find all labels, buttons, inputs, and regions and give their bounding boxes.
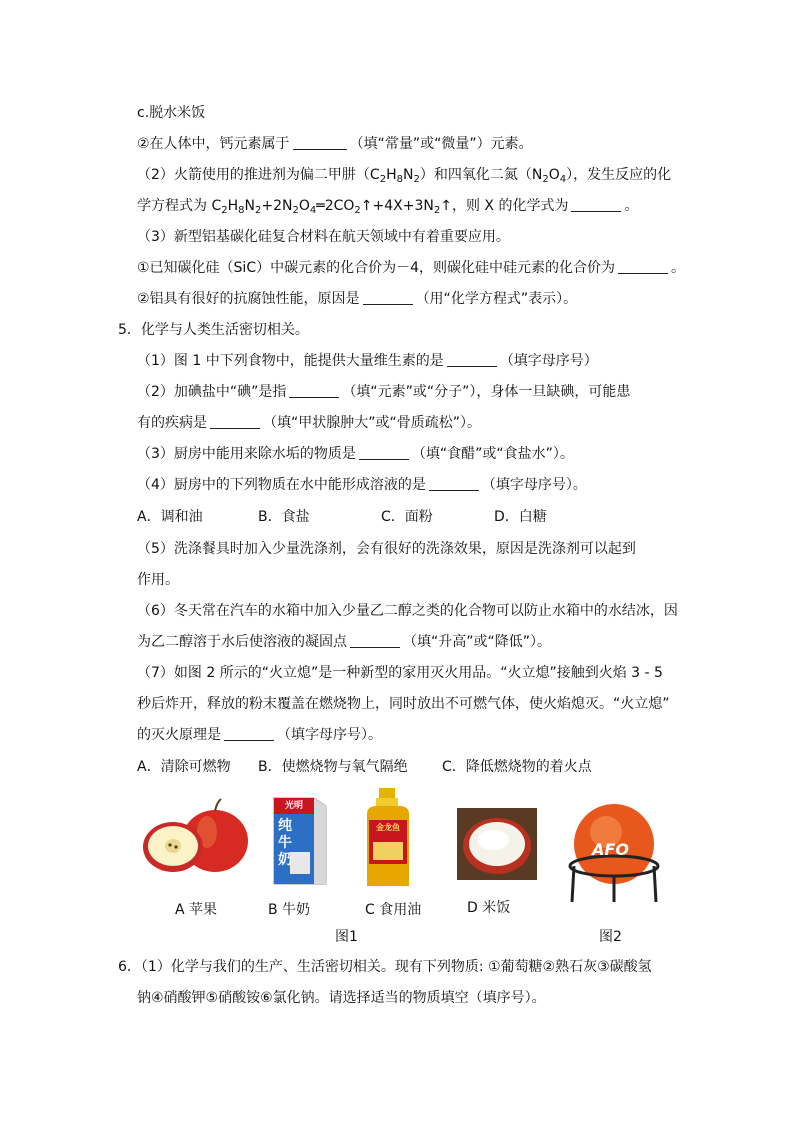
q5-p7-option-c: C．降低燃烧物的着火点 bbox=[442, 759, 592, 775]
answer-blank[interactable] bbox=[224, 726, 274, 741]
q5-p7-option-a: A．清除可燃物 bbox=[137, 759, 231, 775]
q5-part-7-line1: （7）如图 2 所示的“火立熄”是一种新型的家用灭火用品。“火立熄”接触到火焰 3 - 5 bbox=[137, 665, 663, 681]
answer-blank[interactable] bbox=[289, 383, 339, 398]
q5-p4-option-b: B．食盐 bbox=[258, 509, 310, 525]
q6-line1: 6．（1）化学与我们的生产、生活密切相关。现有下列物质: ①葡萄糖②熟石灰③碳酸氢 bbox=[118, 959, 652, 975]
q4-part-2-line1: （2）火箭使用的推进剂为偏二甲肼$(C_2H_8N_2)$和四氧化二氮$(N_2O_4)$，发生反应的化 bbox=[137, 167, 672, 185]
q5-part-1: （1）图 1 中下列食物中，能提供大量维生素的是 （填字母序号） bbox=[137, 353, 598, 369]
rice-bowl-image bbox=[457, 808, 537, 880]
q5-part-6-line2: 为乙二醇溶于水后使溶液的凝固点 （填“升高”或“降低”）。 bbox=[137, 634, 552, 650]
q5-p4-option-c: C．面粉 bbox=[381, 509, 433, 525]
answer-blank[interactable] bbox=[210, 414, 260, 429]
ball-logo-text: AFO bbox=[592, 840, 629, 859]
oil-bottle-image bbox=[363, 786, 413, 890]
answer-blank[interactable] bbox=[429, 476, 479, 491]
figure-label-apple: A 苹果 bbox=[175, 902, 218, 918]
q5-part-7-line3: 的灭火原理是 （填字母序号）。 bbox=[137, 727, 382, 743]
q4-part-3-2: ②铝具有很好的抗腐蚀性能，原因是 （用“化学方程式”表示）。 bbox=[137, 291, 578, 307]
answer-blank[interactable] bbox=[363, 290, 413, 305]
milk-carton-image bbox=[268, 792, 332, 888]
answer-blank[interactable] bbox=[359, 445, 409, 460]
milk-brand-label: 光明 bbox=[284, 801, 303, 811]
q5-part-5-line1: （5）洗涤餐具时加入少量洗涤剂，会有很好的洗涤效果，原因是洗涤剂可以起到 bbox=[137, 541, 636, 557]
figure-1-caption: 图1 bbox=[335, 929, 358, 945]
q5-p4-option-a: A．调和油 bbox=[137, 509, 203, 525]
q5-stem: 5．化学与人类生活密切相关。 bbox=[118, 322, 309, 338]
answer-blank[interactable] bbox=[571, 197, 621, 212]
q5-part-4: （4）厨房中的下列物质在水中能形成溶液的是 （填字母序号）。 bbox=[137, 477, 587, 493]
fire-extinguisher-ball-image bbox=[566, 800, 662, 906]
q4-part-3: （3）新型铝基碳化硅复合材料在航天领域中有着重要应用。 bbox=[137, 229, 510, 245]
q6-line2: 钠④硝酸钾⑤硝酸铵⑥氯化钠。请选择适当的物质填空（填序号）。 bbox=[137, 990, 546, 1006]
q5-p7-option-b: B．使燃烧物与氧气隔绝 bbox=[258, 759, 408, 775]
q4-part-2-line2: 学方程式为 $C_2H_8N_2+2N_2O_4═2CO_2↑+4X+3N_2↑$，则 X 的化学式为 。 bbox=[137, 198, 639, 216]
figure-label-milk: B 牛奶 bbox=[268, 902, 311, 918]
answer-blank[interactable] bbox=[350, 633, 400, 648]
q5-part-3: （3）厨房中能用来除水垢的物质是 （填“食醋”或“食盐水”）。 bbox=[137, 446, 574, 462]
milk-text: 纯 牛 奶 bbox=[278, 818, 292, 868]
figure-2-caption: 图2 bbox=[599, 929, 622, 945]
q5-part-7-line2: 秒后炸开，释放的粉末覆盖在燃烧物上，同时放出不可燃气体，使火焰熄灭。“火立熄” bbox=[137, 696, 670, 712]
apple-image bbox=[137, 797, 251, 875]
figure-label-oil: C 食用油 bbox=[365, 902, 422, 918]
answer-blank[interactable] bbox=[293, 135, 347, 150]
q5-part-6-line1: （6）冬天常在汽车的水箱中加入少量乙二醇之类的化合物可以防止水箱中的水结冰，因 bbox=[137, 603, 678, 619]
q4-option-c: c.脱水米饭 bbox=[137, 105, 206, 121]
q4-sub-2-1: ②在人体中，钙元素属于 （填“常量”或“微量”）元素。 bbox=[137, 136, 533, 152]
q5-part-2-line2: 有的疾病是 （填“甲状腺肿大”或“骨质疏松”）。 bbox=[137, 415, 482, 431]
figure-label-rice: D 米饭 bbox=[467, 900, 511, 916]
q5-part-2-line1: （2）加碘盐中“碘”是指 （填“元素”或“分子”），身体一旦缺碘，可能患 bbox=[137, 384, 631, 400]
q5-part-5-line2: 作用。 bbox=[137, 572, 179, 588]
answer-blank[interactable] bbox=[447, 352, 497, 367]
oil-brand-label: 金龙鱼 bbox=[376, 823, 400, 832]
q4-part-3-1: ①已知碳化硅（SiC）中碳元素的化合价为－4，则碳化硅中硅元素的化合价为 。 bbox=[137, 260, 686, 276]
answer-blank[interactable] bbox=[618, 259, 668, 274]
q5-p4-option-d: D．白糖 bbox=[494, 509, 547, 525]
